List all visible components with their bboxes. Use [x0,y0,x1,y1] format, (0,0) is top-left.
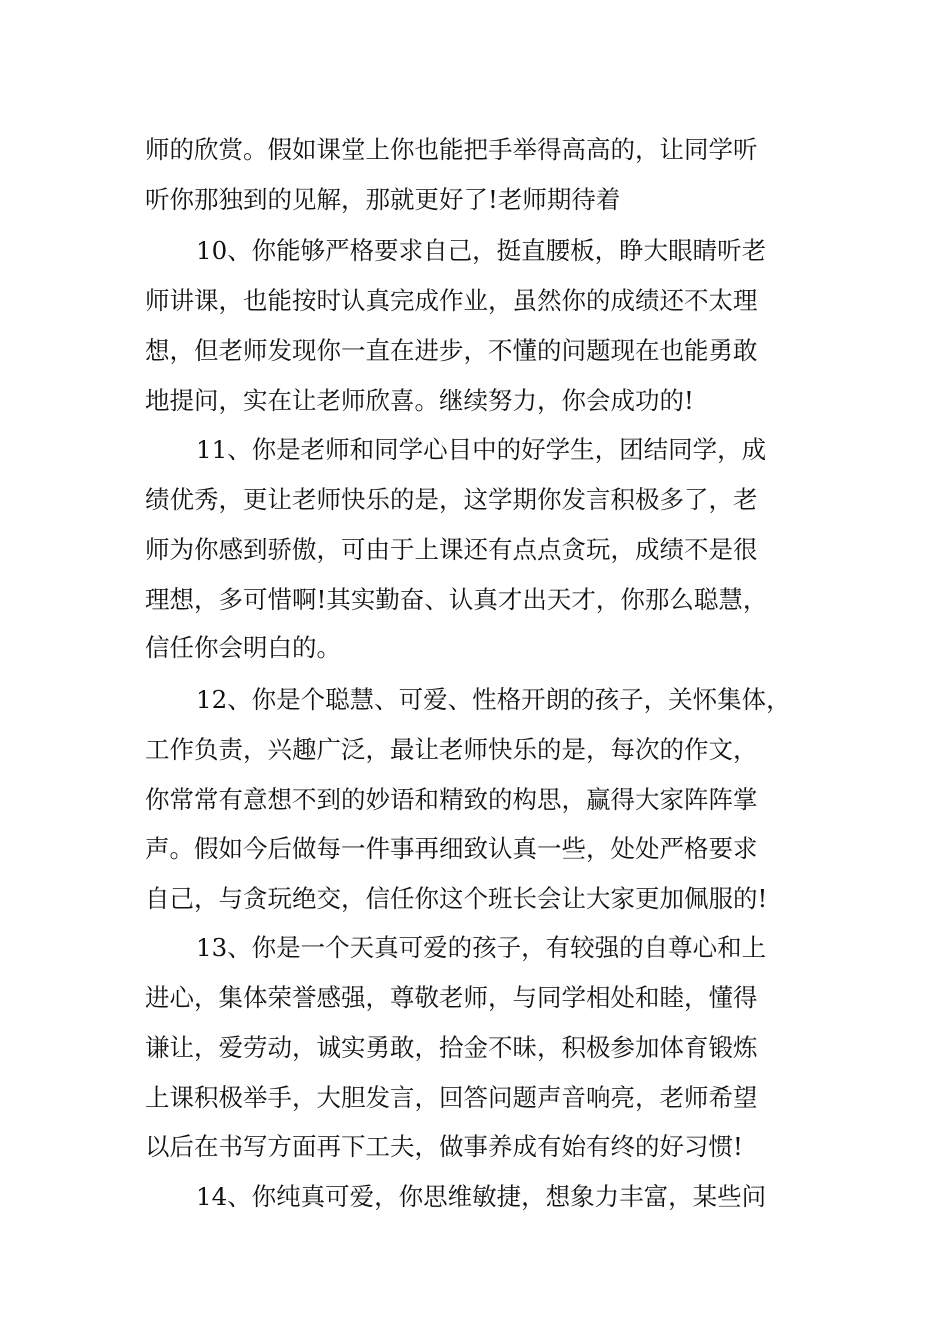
text-line: 上课积极举手，大胆发言，回答问题声音响亮，老师希望 [145,1083,758,1112]
text-line: 师为你感到骄傲，可由于上课还有点点贪玩，成绩不是很 [145,535,758,564]
text-line: 声。假如今后做每一件事再细致认真一些，处处严格要求 [145,834,758,863]
text-line: 你常常有意想不到的妙语和精致的构思，赢得大家阵阵掌 [145,785,758,814]
text-line: 13、你是一个天真可爱的孩子，有较强的自尊心和上 [196,933,767,962]
text-line: 工作负责，兴趣广泛，最让老师快乐的是，每次的作文， [145,735,758,764]
text-line: 信任你会明白的。 [145,633,341,662]
text-line: 以后在书写方面再下工夫，做事养成有始有终的好习惯! [145,1132,743,1161]
text-line: 进心，集体荣誉感强，尊敬老师，与同学相处和睦，懂得 [145,983,758,1012]
text-line: 12、你是个聪慧、可爱、性格开朗的孩子，关怀集体， [196,685,791,714]
text-line: 绩优秀，更让老师快乐的是，这学期你发言积极多了，老 [145,485,758,514]
text-line: 10、你能够严格要求自己，挺直腰板，睁大眼睛听老 [196,236,767,265]
text-line: 谦让，爱劳动，诚实勇敢，拾金不昧，积极参加体育锻炼 [145,1033,758,1062]
text-line: 11、你是老师和同学心目中的好学生，团结同学，成 [196,435,767,464]
text-line: 14、你纯真可爱，你思维敏捷，想象力丰富，某些问 [196,1182,767,1211]
text-line: 听你那独到的见解，那就更好了!老师期待着 [145,185,621,214]
text-line: 地提问，实在让老师欣喜。继续努力，你会成功的! [145,386,694,415]
text-line: 师讲课，也能按时认真完成作业，虽然你的成绩还不太理 [145,286,758,315]
text-line: 自己，与贪玩绝交，信任你这个班长会让大家更加佩服的! [145,884,768,913]
text-line: 理想，多可惜啊!其实勤奋、认真才出天才，你那么聪慧， [145,585,768,614]
text-line: 师的欣赏。假如课堂上你也能把手举得高高的，让同学听 [145,135,758,164]
text-line: 想，但老师发现你一直在进步，不懂的问题现在也能勇敢 [145,336,758,365]
